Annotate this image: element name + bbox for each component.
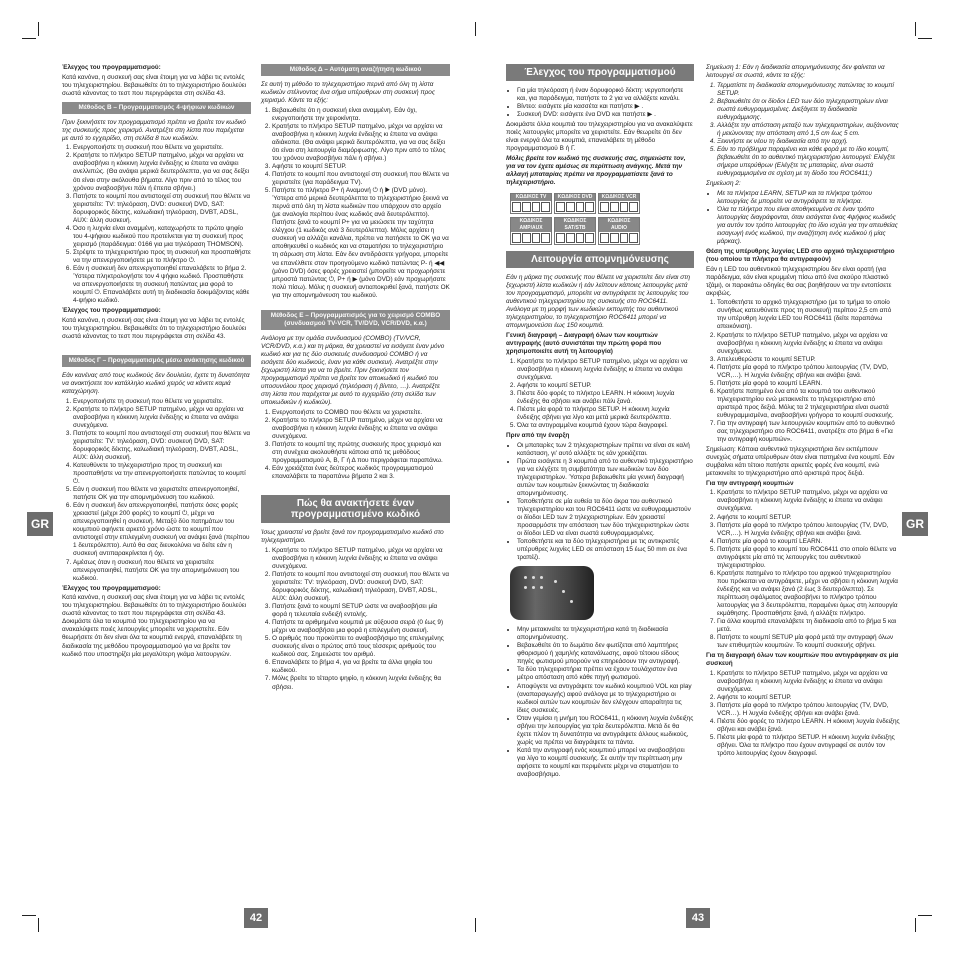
list-item: 4. Πατήστε τα αριθμημένα κουμπιά με αύξουσα σειρά (0 έως 9) μέχρι να αναβοσβήσει μια φορά η επιλεγμένη συσκευή. [272,619,450,635]
steps-list [62,144,251,305]
list-item: 4. Πατήστε μία φορά το πλήκτρο τρόπου λειτουργίας (TV, DVD, VCR,…). Η λυχνία ένδειξης σβήνει και ανάβει ξανά. [717,364,900,380]
language-tab: GR [902,512,928,536]
list-item: 6. Κρατήστε πατημένο ένα από τα κουμπιά του αυθεντικού τηλεχειριστηρίου ενώ μετακινείτε το τηλεχειριστήριο από αριστερά προς δεξιά. Μόλις τα 2 τηλεχειριστήρια είναι σωστά ευθυγραμμισμένα, αναβοσβήνει γρήγορα το κουμπί συσκευής. [717,388,900,420]
list-item: 3. Πατήστε το κουμπί που αντιστοιχεί στη συσκευή που θέλετε να χειριστείτε: TV: τηλεόραση, DVD: συσκευή DVD, SAT: δορυφορικός δέκτης, καλωδιακή τηλεόραση, DVBT, ADSL, AUX: άλλη συσκευή. [73,193,251,225]
section-band: Λειτουργία απομνημόνευσης [506,251,694,268]
list-item: 1. Κρατήστε το πλήκτρο SETUP πατημένο, μέχρι να αρχίσει να αναβοσβήνει η κόκκινη λυχνία ένδειξης κι έπειτα να ανάψει συνεχόμενα. [517,358,694,382]
note-paragraph: Μόλις βρείτε τον κωδικό της συσκευής σας, σημειώστε τον, για να τον έχετε αμέσως σε περίπτωση ανάγκης. Μετά την αλλαγή μπαταρίας πρέπει να προγραμματίσετε ξανά το τηλεχειριστήριο. [506,154,686,187]
steps-list [706,670,900,759]
list-item: 4. Όσο η λυχνία είναι αναμμένη, καταχωρήστε το πρώτο ψηφίο του 4-ψήφιου κωδικού που προτείνεται για τη συσκευή προς χειρισμό (παράδειγμα: 0166 για μια τηλεόραση THOMSON). [73,225,251,249]
crop-mark [918,915,932,916]
note-paragraph: Σημείωση 2: [706,180,741,188]
code-label: ΚΩΔΙΚΟΣ DVD [555,194,595,201]
section-band: Έλεγχος του προγραμματισμού [506,64,694,81]
intro-paragraph: Σε αυτή τη μέθοδο το τηλεχειριστήριο περνά από όλη τη λίστα κωδικών στέλνοντας ένα σήμα υπέρυθρων στη συσκευή προς χειρισμό. Κάντε τα εξής: [261,81,435,105]
subheading: Γενική διαγραφή – Διαγραφή όλων των κουμπιών αντιγραφής (αυτό συνιστάται την πρώτη φορά που χρησιμοποιείτε αυτή τη λειτουργία) [506,331,662,355]
intro-paragraph: Εάν η μάρκα της συσκευής που θέλετε να χειριστείτε δεν είναι στη ξεχωριστή λίστα κωδικών ή εάν λείπουν κάποιες λειτουργίες μετά τον προγραμματισμό, μπορείτε να αντιγράψετε τις λειτουργίες του αυθεντικού τηλεχειριστηρίου της συσκευής στο ROC6411. Ανάλογα με τη μορφή των κωδικών εκπομπής του αυθεντικού τηλεχειριστηρίου, το τηλεχειριστήριο ROC6411 μπορεί να απομνημονεύσει έως 150 κουμπιά. [506,274,691,330]
code-cell [598,217,640,245]
code-boxes [510,193,640,245]
code-cell [510,217,552,245]
list-item: 1. Ενεργοποιήστε τη συσκευή που θέλετε να χειριστείτε. [73,398,251,406]
intro-paragraph: Εάν κανένας από τους κωδικούς δεν δουλεύει, έχετε τη δυνατότητα να ανακτήσετε τον κατάλληλο κωδικό χειρός να κάνετε καμιά καταχώρηση. [62,371,250,396]
list-item: 3. Πατήστε ξανά το κουμπί SETUP ώστε να αναβοσβήσει μία φορά η τελευταία ενδειξή εντολής. [272,603,450,619]
list-item: 5. Εάν η συσκευή που θέλετε να χειριστείτε απενεργοποιηθεί, πατήστε OK για την απομνημόνευση του κωδικού. [73,486,251,502]
code-label: ΚΩΔΙΚΟΣ AUDIO [599,218,639,232]
code-cell [510,193,552,214]
list-item: • Μην μετακινείτε τα τηλεχειριστήρια κατά τη διαδικασία απομνημόνευσης. [517,626,694,642]
column-2 [261,64,450,694]
list-item: 2. Αφήστε το κουμπί SETUP. [717,514,900,522]
crop-mark [38,918,39,932]
list-item: 7. Μόλις βρείτε το τέταρτο ψηφίο, η κόκκινη λυχνία ένδειξης θα σβήσει. [272,675,450,691]
remote-illustration [510,566,594,620]
crop-mark [915,22,916,36]
list-item: 2. Πατήστε το κουμπί που αντιστοιχεί στη συσκευή που θέλετε να χειριστείτε: TV: τηλεόραση, DVD: συσκευή DVD, SAT: δορυφορικός δέκτης, καλωδιακή τηλεόραση, DVBT, ADSL, AUX: άλλη συσκευή. [272,571,450,603]
bullet-list [506,87,694,119]
crop-mark [38,22,39,36]
crop-mark [915,918,916,932]
code-cell [598,193,640,214]
crop-mark [475,918,476,932]
list-item: • Βίντεο: εισάγετε μία κασσέτα και πατήστε ▶ . [517,103,694,111]
code-row [510,193,640,214]
list-item: • Με τα πλήκτρα LEARN, SETUP και τα πλήκτρα τρόπου λειτουργίας δε μπορείτε να αντιγράψετε τα πλήκτρα. [717,190,900,206]
code-label: ΚΩΔΙΚΟΣ TV [511,194,551,201]
page-number-right: 43 [686,908,710,928]
crop-mark [22,38,36,39]
list-item: 3. Πατήστε μία φορά το πλήκτρο τρόπου λειτουργίας (TV, DVD, VCR…). Η λυχνία ένδειξης σβήνει και ανάβει ξανά. [717,702,900,718]
subheading: Πριν από την έναρξη [506,431,570,439]
list-item: 1. Τοποθετήστε το αρχικό τηλεχειριστήριο (με το τμήμα το οποίο συνήθως κατευθύνετε προς τη συσκευή) περίπου 2,5 cm από την υπέρυθρη λυχνία LED του ROC6411 (δείτε παραπάνω απεικόνιση). [717,299,900,331]
list-item: 4. Πιέστε μία φορά το πλήκτρο SETUP. Η κόκκινη λυχνία ένδειξης σβήνει για λίγο και μετά μερικά δευτερόλεπτα. [517,406,694,422]
list-item: 1. Κρατήστε το πλήκτρο SETUP πατημένο, μέχρι να αρχίσει να αναβοσβήνει η κόκκινη λυχνία ένδειξης κι έπειτα να ανάψει συνεχόμενα. [272,547,450,571]
crop-mark [918,38,932,39]
list-item: 2. Αφήστε το κουμπί SETUP. [517,382,694,390]
paragraph: Κατά κανόνα, η συσκευή σας είναι έτοιμη για να λάβει τις εντολές του τηλεχειριστηρίου. Βεβαιωθείτε ότι το τηλεχειριστήριο δουλεύει σωστά κάνοντας το τεστ που περιγράφεται στη σελίδα 43. Δοκιμάστε όλα τα κουμπιά του τηλεχειριστηρίου για να ανακαλύψετε ποιές λειτουργίες μπορείτε να χειριστείτε. Εάν θεωρήσετε ότι δεν είναι όλα τα κουμπιά ενεργά, επαναλάβετε τη διαδικασία της μεθόδου προγραμματισμού για να βρείτε τον κωδικό που υποστηρίζει μία μεγαλύτερη γκάμα λειτουργιών. [62,594,247,658]
list-item: • Συσκευή DVD: εισάγετε ένα DVD και πατήστε ▶ . [517,111,694,119]
list-item: 2. Κρατήστε το πλήκτρο SETUP πατημένο, μέχρι να αρχίσει να αναβοσβήνει η κόκκινη λυχνία ένδειξης κι έπειτα να ανάψει συνεχόμενα. [717,332,900,356]
list-item: 3. Αφήστε το κουμπί SETUP. [272,163,450,171]
paragraph: Σημείωση: Κάποια αυθεντικά τηλεχειριστήρια δεν εκπέμπουν συνεχώς σήματα υπέρυθρων όταν είναι πατημένα ένα κουμπί. Εάν συμβαίνει κάτι τέτοιο πατήστε αρκετές φορές ένα κουμπί, ενώ μετακινείτε το τηλεχειριστήριο από αριστερά προς δεξιά. [706,446,895,478]
steps-list [261,107,450,300]
list-item: 4. Πατήστε μία φορά το κουμπί LEARN. [717,538,900,546]
column-4 [706,64,900,760]
code-label: ΚΩΔΙΚΟΣ VCR [599,194,639,201]
list-item: 5. Πατήστε το πλήκτρο P+ ή Αναμονή ⏻ ή ▶ (DVD μόνο). Ύστερα από μερικά δευτερόλεπτα το τηλεχειριστήριο ξεκινά να περνά από όλη τη λίστα κωδικών που υπάρχουν στο αρχείο (με αναλογία περίπου ένας κωδικός ανά δευτερόλεπτο). Πατήστε ξανά το κουμπί P+ για να μειώσετε την ταχύτητα ελέγχου (1 κωδικός ανά 3 δευτερόλεπτα). Μόλις αρχίσει η συσκευή να αλλάζει κανάλια, πρέπει να πατήσετε το OK για να αποθηκευθεί ο κωδικός και να σταματήσει το τηλεχειριστήριο τη σάρωση στη λίστα. Εάν δεν αντιδράσετε γρήγορα, μπορείτε να επανέλθετε στον προηγούμενο κωδικό πατώντας P- ή ◀◀ (μόνο DVD) όσες φορές χρειαστεί (μπορείτε να προχωρήσετε μπροστά πατώντας ⏻, P+ ή ▶ (μόνο DVD) εάν προχωρήσατε πολύ πίσω). Μόλις η συσκευή αντιαποκριθεί ξανά, πατήστε OK για την απομνημόνευση του κωδικού. [272,187,450,300]
list-item: 1. Τερματίστε τη διαδικασία απομνημόνευσης πατώντας το κουμπί SETUP. [717,82,900,98]
crop-mark [475,22,476,36]
list-item: 6. Εάν η συσκευή δεν απενεργοποιηθεί, πατήστε όσες φορές χρειαστεί (μέχρι 200 φορές) το κουμπί ⏻, μέχρι να απενεργοποιηθεί η συσκευή. Μεταξύ δύο πατημάτων του κουμπιού αφήνετε αρκετό χρόνο ώστε το κουμπί που αντιστοιχεί στην επιλεγμένη συσκευή να ανάψει ξανά (περίπου 1 δευτερόλεπτο). Αυτό θα σας διευκολύνει να δείτε εάν η συσκευή αντιπαρακρίνεται ή όχι. [73,502,251,558]
list-item: 7. Για την αντιγραφή των λειτουργιών κουμπιών από το αυθεντικό σας τηλεχειριστήριο στο ROC6411, ανατρέξτε στο βήμα 6 «Για την αντιγραφή κουμπιών». [717,420,900,444]
list-item: 7. Για άλλα κουμπιά επαναλάβετε τη διαδικασία από το βήμα 5 και μετά. [717,618,900,634]
steps-list [706,82,900,179]
list-item: 8. Πατήστε το κουμπί SETUP μία φορά μετά την αντιγραφή όλων των επιθυμητών κουμπιών. Το κουμπί συσκευής σβήνει. [717,634,900,650]
list-item: • Όταν γεμίσει η μνήμη του ROC6411, η κόκκινη λυχνία ένδειξης σβήνει την λειτουργίας για τρία δευτερόλεπτα. Μετά δε θα έχετε πλέον τη δυνατότητα να αντιγράψετε άλλους κωδικούς, χωρίς να πρέπει να διαγράψετε τα πάντα. [517,715,694,747]
list-item: 2. Κρατήστε το πλήκτρο SETUP πατημένο, μέχρι να αρχίσει να αναβοσβήνει η κόκκινη λυχνία ένδειξης κι έπειτα να ανάψει ανελλιπώς. (Θα ανάψει μερικά δευτερόλεπτα, για να σας δείξει ότι είναι στην ακόλουθα βήματα. Λίγο πριν από το τέλος του χρόνου αναβοσβήνει πάλι ή έπειτα σβήνει.) [73,152,251,192]
list-item: 5. Στρέψτε το τηλεχειριστήριο προς τη συσκευή και προσπαθήστε να την απενεργοποιήσετε με το πλήκτρο ⏻. [73,249,251,265]
list-item: • Βεβαιωθείτε ότι το δωμάτιο δεν φωτίζεται από λαμπτήρες φθορισμού ή χαμηλής κατανάλωσης, αφού τέτοιου είδους πηγές φωτισμού μπορούν να επηρεάσουν την αντιγραφή. [517,642,694,666]
column-3 [506,64,694,781]
steps-list [261,409,450,481]
list-item: 5. Πιέστε μία φορά το πλήκτρο SETUP. Η κόκκινη λυχνία ένδειξης σβήνει. Όλα τα πλήκτρο που έχουν αντιγραφεί σε αυτόν τον τρόπο λειτουργίας έχουν διαγραφεί. [717,734,900,758]
list-item: 5. Εάν το πρόβλημα παραμένει και κάθε φορά με το ίδιο κουμπί, βεβαιωθείτε ότι το αυθεντικό τηλεχειριστήριο λειτουργεί: Ελέγξτε σήμερα υπερύθρων (Ελέγξτε τις μπαταρίες, είναι σωστά ευθυγραμμισμένα σε σχέση με τη δίοδο του ROC6411;) [717,146,900,178]
paragraph: Δοκιμάστε όλλα κουμπιά του τηλεχειριστηρίου για να ανακαλύψετε ποιές λειτουργίες μπορείτε να χειριστείτε. Εάν θεωρείτε ότι δεν είναι ενεργά όλα τα κουμπιά, επαναλάβετε τη μέθοδο προγραμματισμού B ή Γ. [506,121,693,153]
list-item: 1. Βεβαιωθείτε ότι η συσκευή είναι αναμμένη. Εάν όχι, ενεργοποιήστε την χειροκίνητα. [272,107,450,123]
list-item: 7. Αμέσως όταν η συσκευή που θέλετε να χειριστείτε απενεργοποιηθεί, πατήστε OK για την απομνημόνευση του κωδικού. [73,559,251,583]
code-label: ΚΩΔΙΚΟΣ AMP/AUX [511,218,551,232]
list-item: 6. Εάν η συσκευή δεν απενεργοποιηθεί επαναλάβετε το βήμα 2. Ύστερα πληκτρολογήστε τον 4 ψήφιο κωδικό. Προσπαθήστε να απενεργοποιήσετε τη συσκευή πατώντας μια φορά το κουμπί ⏻. Επαναλάβετε αυτή τη διαδικασία δοκιμάζοντας κάθε 4-ψήφιο κωδικό. [73,265,251,305]
steps-list [506,358,694,430]
crop-mark [22,915,36,916]
list-item: 3. Απελευθερώστε το κουμπί SETUP. [717,356,900,364]
list-item: 5. Όλα τα αντιγραμμένα κουμπιά έχουν τώρα διαγραφεί. [517,422,694,430]
list-item: • Για μία τηλεόραση ή έναν δορυφορικό δέκτη: νεργοποιήστε και, για παράδειγμα, πατήστε το 2 για να αλλάξετε κανάλι. [517,87,694,103]
paragraph: Κατά κανόνα, η συσκευή σας είναι έτοιμη για να λάβει τις εντολές του τηλεχειριστηρίου. Βεβαιωθείτε ότι το τηλεχειριστήριο δουλεύει σωστά κάνοντας το τεστ που περιγράφεται στη σελίδα 43. [62,316,247,340]
list-item: 6. Επαναλάβετε το βήμα 4, για να βρείτε τα άλλα ψηφία του κωδικού. [272,659,450,675]
paragraph: Εάν η LED του αυθεντικού τηλεχειριστηρίου δεν είναι ορατή (για παράδειγμα, εάν είναι κρυμμένη πίσω από ένα σκούρο πλαστικό τζάμι), οι παρακάτω οδηγίες θα σας βοηθήσουν να την εντοπίσετε ακριβώς. [706,265,892,297]
code-label: ΚΩΔΙΚΟΣ SAT/STB [555,218,595,232]
intro-paragraph: Ίσως χρειαστεί να βρείτε ξανά τον προγραμματισμένο κωδικό στο τηλεχειριστήριο. [261,529,444,545]
list-item: • Τα δύο τηλεχειριστήρια πρέπει να έχουν τουλάχιστον ένα μέτρο απόσταση από κάθε πηγή φωτισμού. [517,666,694,682]
bullet-list [506,626,694,779]
list-item: • Κατά την αντιγραφή ενός κουμπιού μπορεί να αναβοσβήσει για λίγο το κουμπί συσκευής. Σε αυτήν την περίπτωση μην αφήσετε το κουμπί και περιμένετε μέχρι να σταματήσει το αναβοσβήσιμο. [517,747,694,779]
column-1 [62,64,251,660]
list-item: 4. Κατευθύνετε το τηλεχειριστήριο προς τη συσκευή και προσπαθήστε να την απενεργοποιήσετε πατώντας το κουμπί ⏻. [73,462,251,486]
note-paragraph: Σημείωση 1: Εάν η διαδικασία απομνημόνευσης δεν φαίνεται να λειτουργεί σε σωστά, κάντε τα εξής: [706,64,885,80]
code-row [510,217,640,245]
list-item: 1. Ενεργοποιήστε το COMBO που θέλετε να χειριστείτε. [272,409,450,417]
section-band: Μέθοδος Ε – Προγραμματισμός για το χειρισμό COMBO (συνδυασμού TV-VCR, TV/DVD, VCR/DVD, κ.α.) [261,310,450,330]
code-cell [554,217,596,245]
subheading: Θέση της υπέρυθρης λυχνίας LED στο αρχικό τηλεχειριστήριο (του οποίου τα πλήκτρα θα αντιγραφούν) [706,248,895,264]
section-band: Μέθοδος Δ – Αυτόματη αναζήτηση κωδικού [261,64,450,76]
steps-list [261,547,450,692]
list-item: 3. Πατήστε το κουμπί της πρώτης συσκευής προς χειρισμό και στη συνέχεια ακολουθήστε κάποια από τις μεθόδους προγραμματισμού A, B, Γ ή Δ που περιγράφεται παραπάνω. [272,441,450,465]
section-band: Μέθοδος B – Προγραμματισμός 4-ψήφιων κωδικών [62,102,251,114]
language-tab: GR [27,512,53,536]
list-item: 4. Πιέστε δύο φορές το πλήκτρο LEARN. Η κόκκινη λυχνία ένδειξης σβήνει και ανάβει ξανά. [717,718,900,734]
page-number-left: 42 [244,908,268,928]
paragraph: Κατά κανόνα, η συσκευή σας είναι έτοιμη για να λάβει τις εντολές του τηλεχειριστηρίου. Βεβαιωθείτε ότι το τηλεχειριστήριο δουλεύει σωστά κάνοντας το τεστ που περιγράφεται στη σελίδα 43. [62,73,247,97]
list-item: • Τοποθετήστε και τα δύο τηλεχειριστήρια με τις αντικριστές υπέρυθρες λυχνίες LED σε απόσταση 15 έως 50 mm σε ένα τραπέζι. [517,538,694,562]
list-item: 3. Αλλάξτε την απόσταση μεταξύ των τηλεχειριστηρίων, αυξάνοντας ή μειώνοντας την απόσταση από 1,5 cm έως 5 cm. [717,122,900,138]
list-item: • Όλα τα πλήκτρα που είναι αποθηκευμένα σε έναν τρόπο λειτουργίας διαγράφονται, όταν εισάγεται ένας 4ψήφιος κωδικός για αυτόν τον τρόπο λειτουργίας (το ίδιο ισχύει για την απευθείας εισαγωγή ενός κωδικού, την αναζήτηση ενός κωδικού ή μίας μάρκας). [717,206,900,246]
list-item: • Τοποθετήστε σε μία ευθεία τα δύο άκρα του αυθεντικού τηλεχειριστηρίου και του ROC6411 ώστε να ευθυγραμμιστούν οι δίοδοι LED των 2 τηλεχειριστηρίων. Εάν χρειαστεί προσαρμόστε την απόσταση των δύο τηλεχειριστηρίων ώστε οι δίοδοι LED να είναι σωστά ευθυγραμμισμένες. [517,498,694,538]
heading-check: Έλεγχος του προγραμματισμού: [62,307,161,315]
list-item: 5. Ο αριθμός που προκύπτει το αναβοσβήσιμο της επιλεγμένης συσκευής είναι ο πρώτος από τους τέσσερις αριθμούς του κωδικού σας. Σημειώστε τον αριθμό. [272,635,450,659]
list-item: 3. Πατήστε το κουμπί που αντιστοιχεί στη συσκευή που θέλετε να χειριστείτε: TV: τηλεόραση, DVD: συσκευή DVD, SAT: δορυφορικός δέκτης, καλωδιακή τηλεόραση, DVBT, ADSL, AUX: άλλη συσκευή. [73,430,251,462]
list-item: • Οι μπαταρίες των 2 τηλεχειριστηρίων πρέπει να είναι σε καλή κατάσταση, γι' αυτό αλλάξτε τις εάν χρειάζεται. [517,442,694,458]
steps-list [706,489,900,650]
list-item: 1. Ενεργοποιήστε τη συσκευή που θέλετε να χειριστείτε. [73,144,251,152]
list-item: 2. Κρατήστε το πλήκτρο SETUP πατημένο, μέχρι να αρχίσει να αναβοσβήνει η κόκκινη λυχνία ένδειξης κι έπειτα να ανάψει αδιάκοπα. (Θα ανάψει μερικά δευτερόλεπτα, για να σας δείξει ότι είναι στη λειτουργία διαμόρφωσης. Λίγο πριν από το τέλος του χρόνου αναβοσβήνει πάλι ή σβήνει.) [272,123,450,163]
list-item: 3. Πατήστε μία φορά το πλήκτρο τρόπου λειτουργίας (TV, DVD, VCR,…). Η λυχνία ένδειξης σβήνει και ανάβει ξανά. [717,522,900,538]
list-item: 2. Κρατήστε το πλήκτρο SETUP πατημένο, μέχρι να αρχίσει να αναβοσβήνει η κόκκινη λυχνία ένδειξης κι έπειτα να ανάψει συνεχόμενα. [73,406,251,430]
list-item: 1. Κρατήστε το πλήκτρο SETUP πατημένο, μέχρι να αρχίσει να αναβοσβήνει η κόκκινη λυχνία ένδειξης κι έπειτα να ανάψει συνεχόμενα. [717,670,900,694]
section-band: Μέθοδος Γ – Προγραμματισμός μέσω ανάκτησης κωδικού [62,355,251,367]
list-item: • Αποφύγετε να αντιγράψετε τον κωδικό κουμπιού VOL και play (αναπαραγωγής) αφού ανάλογα με το τηλεχειριστήριο οι κωδικοί αυτών των κουμπιών δεν ελέγχουν απαραίτητα τις ίδιες συσκευές. [517,683,694,715]
bullet-list [506,442,694,563]
subheading: Για τη διαγραφή όλων των κουμπιών που αντιγράφηκαν σε μία συσκευή [706,652,899,668]
section-band: Πώς θα ανακτήσετε έναν προγραμματισμένο κωδικό [261,495,450,523]
steps-list [706,299,900,444]
list-item: 4. Ξεκινήστε εκ νέου τη διαδικασία από την αρχή. [717,138,900,146]
list-item: 3. Πιέστε δύο φορές το πλήκτρο LEARN. Η κόκκινη λυχνία ένδειξης θα σβήσει και ανάβει πάλι ξανά. [517,390,694,406]
code-cell [554,193,596,214]
list-item: 4. Εάν χρειάζεται ένας δεύτερος κωδικός προγραμματισμού επαναλάβετε τα παραπάνω βήματα 2 και 3. [272,465,450,481]
list-item: 2. Βεβαιωθείτε ότι οι δίοδοι LED των δύο τηλεχειριστηρίων είναι σωστά ευθυγραμμισμένες. Διεξάγετε τη διαδικασία ευθυγράμμισης. [717,98,900,122]
list-item: 2. Αφήστε το κουμπί SETUP. [717,694,900,702]
list-item: 4. Πατήστε το κουμπί που αντιστοιχεί στη συσκευή που θέλετε να χειριστείτε (για παράδειγμα TV). [272,171,450,187]
subheading: Για την αντιγραφή κουμπιών [706,479,794,487]
heading-check: Έλεγχος του προγραμματισμού: [62,584,161,592]
list-item: 1. Κρατήστε το πλήκτρο SETUP πατημένο, μέχρι να αρχίσει να αναβοσβήνει η κόκκινη λυχνία ένδειξης κι έπειτα να ανάψει συνεχόμενα. [717,489,900,513]
heading-check: Έλεγχος του προγραμματισμού: [62,64,161,71]
list-item: 5. Πατήστε μία φορά το κουμπί LEARN. [717,380,900,388]
intro-paragraph: Πριν ξεκινήσετε τον προγραμματισμό πρέπει να βρείτε τον κωδικό της συσκευής προς χειρισμό. Ανατρέξτε στη λίστα που παρέχεται με αυτό το εγχειρίδιο, στη σελίδα 8 των κωδικών. [62,118,246,142]
list-item: • Πρώτα εισάγετε η 3 κουμπιά από το αυθεντικό τηλεχειριστήριο για να ελέγξετε τη συμβατότητα των κωδικών των δύο τηλεχειριστηρίων. Ύστερα βεβαιωθείτε μία γενική διαγραφή αυτών των κουμπιών ξεκινώντας τη διαδικασία απομνημόνευσης. [517,458,694,498]
steps-list [62,398,251,583]
list-item: 2. Κρατήστε το πλήκτρο SETUP πατημένο, μέχρι να αρχίσει να αναβοσβήνει η κόκκινη λυχνία ένδειξης κι έπειτα να ανάψει συνεχόμενα. [272,417,450,441]
list-item: 6. Κρατήστε πατημένο το πλήκτρο του αρχικού τηλεχειριστηρίου που πρόκειται να αντιγράψετε, μέχρι να σβήσει η κόκκινη λυχνία ένδειξης και να ανάψει ξανά (2 έως 3 δευτερόλεπτα). Σε περίπτωση σφάλματος αναβοσβήνει το πλήκτρο τρόπου λειτουργίας για 3 δευτερόλεπτα, παραμένει όμως στη λειτουργία εκμάθησης. Προσπαθήστε ξανά, ή αλλάξτε πλήκτρο. [717,570,900,618]
bullet-list [706,190,900,246]
intro-paragraph: Ανάλογα με την ομάδα συνδυασμού (COMBO) (TV/VCR, VCR/DVD, κ.α.) και τη μάρκα, θα χρειαστεί να εισάγετε έναν μόνο κωδικό και για τις δύο συσκευές συνδυασμού COMBO ή να εισάγετε δύο κωδικούς, έναν για κάθε συσκευή. Ανατρέξτε στην ξεχωριστή λίστα για να το βρείτε. Πριν ξεκινήσετε τον προγραμματισμό πρέπει να βρείτε τον αποκωδικό ή κωδικό του υποσυνόλου προς χειρισμό (τηλεόραση ή βίντεο, …). Ανατρέξτε στη λίστα που παρέχεται με αυτό το εγχειρίδιο (στη σελίδα των υποκωδικών ή κωδικών). [261,334,445,407]
list-item: 5. Πατήστε μία φορά το κουμπί του ROC6411 στο οποίο θέλετε να αντιγράψετε μία από τις λειτουργίες του αυθεντικού τηλεχειριστηρίου. [717,546,900,570]
